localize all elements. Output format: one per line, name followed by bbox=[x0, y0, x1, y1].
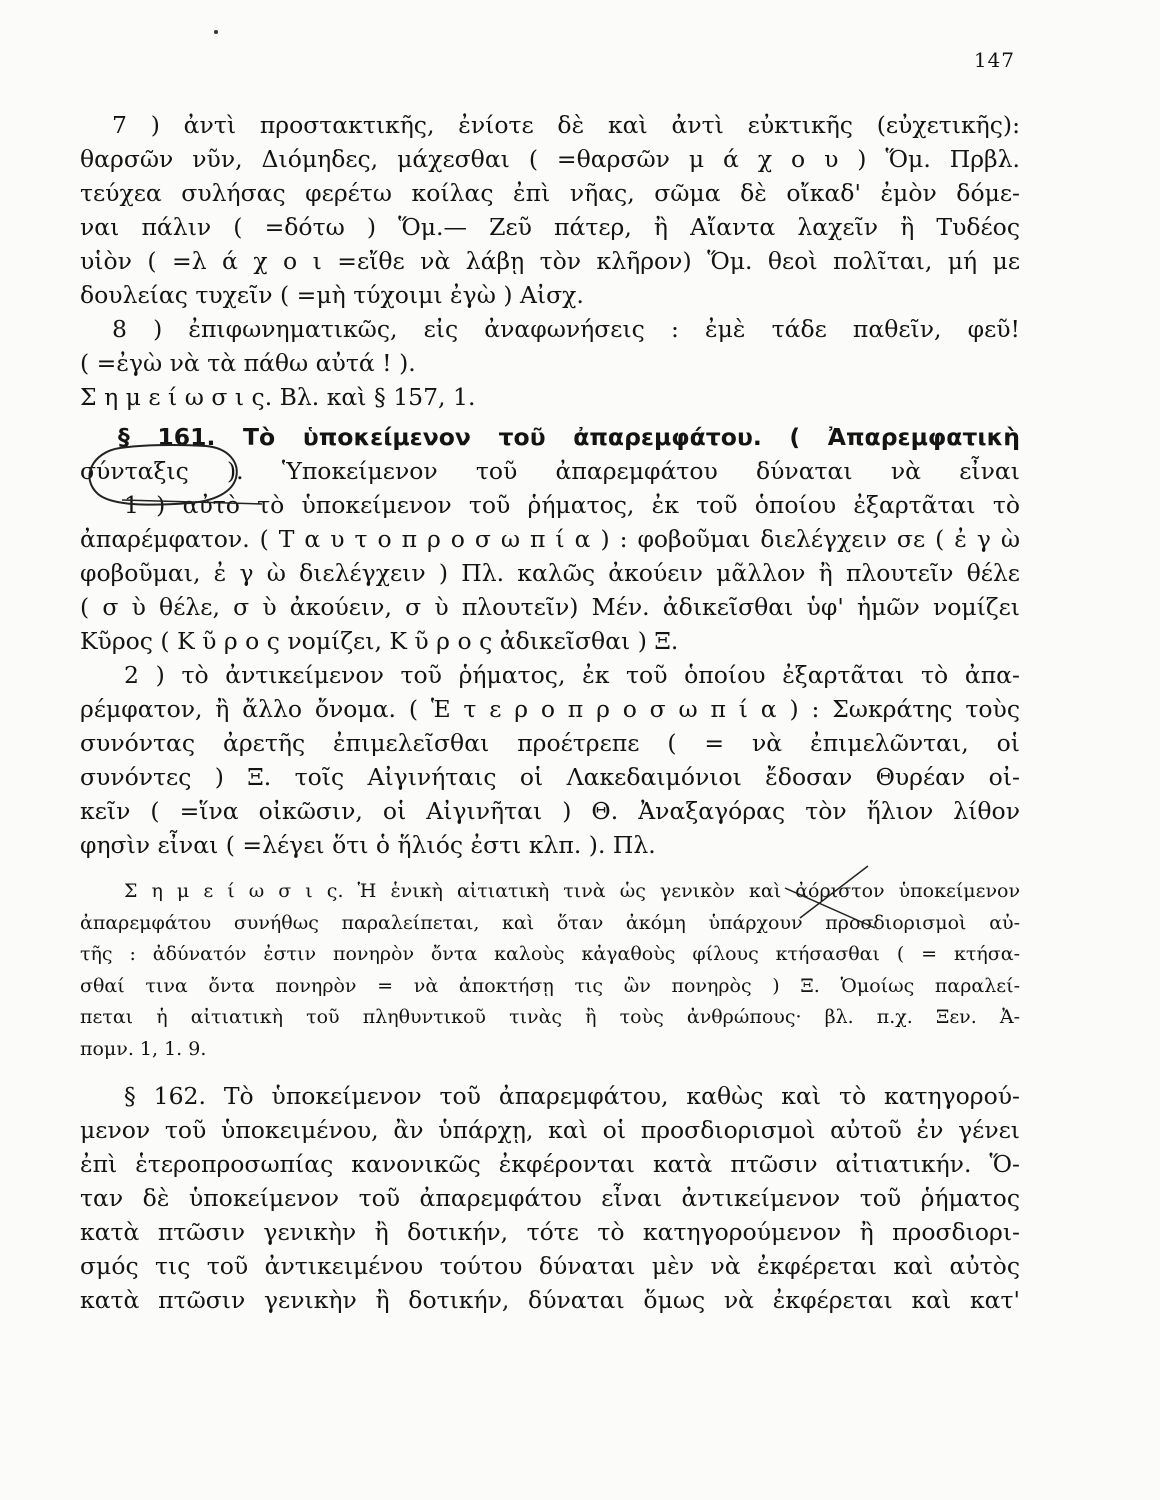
text-line: σύνταξις ). Ὑποκείμενον τοῦ ἀπαρεμφάτου δύναται νὰ εἶναι bbox=[80, 457, 1020, 485]
text-line: ( σ ὺ θέλε, σ ὺ ἀκούειν, σ ὺ πλουτεῖν) Μέν. ἀδικεῖσθαι ὑφ' ἡμῶν νομίζει bbox=[80, 593, 1020, 621]
text-line: φοβοῦμαι, ἐ γ ὼ διελέγχειν ) Πλ. καλῶς ἀκούειν μᾶλλον ἢ πλουτεῖν θέλε bbox=[80, 559, 1020, 587]
text-line: 8 ) ἐπιφωνηματικῶς, εἰς ἀναφωνήσεις : ἐμὲ τάδε παθεῖν, φεῦ! bbox=[112, 315, 1020, 343]
text-line: ( =ἐγὼ νὰ τὰ πάθω αὐτά ! ). bbox=[80, 349, 416, 377]
stray-dot bbox=[214, 30, 218, 34]
text-line: θαρσῶν νῦν, Διόμηδες, μάχεσθαι ( =θαρσῶν μ ά χ ο υ ) Ὅμ. Πρβλ. bbox=[80, 145, 1020, 173]
section-161-heading: § 161. Τὸ ὑποκείμενον τοῦ ἀπαρεμφάτου. ( Ἀπαρεμφατικὴ bbox=[118, 423, 1020, 451]
text-line: 7 ) ἀντὶ προστακτικῆς, ἐνίοτε δὲ καὶ ἀντὶ εὐκτικῆς (εὐχετικῆς): bbox=[112, 111, 1020, 139]
note-line: πομν. 1, 1. 9. bbox=[80, 1037, 207, 1060]
text-line: υἱὸν ( =λ ά χ ο ι =εἴθε νὰ λάβῃ τὸν κλῆρον) Ὅμ. θεοὶ πολῖται, μή με bbox=[80, 247, 1020, 275]
text-line: φησὶν εἶναι ( =λέγει ὅτι ὁ ἥλιός ἐστι κλπ. ). Πλ. bbox=[80, 831, 656, 859]
page-body bbox=[80, 108, 1020, 1317]
text-line: κατὰ πτῶσιν γενικὴν ἢ δοτικήν, τότε τὸ κατηγορούμενον ἢ προσδιορι- bbox=[80, 1218, 1020, 1246]
text-line: κατὰ πτῶσιν γενικὴν ἢ δοτικήν, δύναται ὅμως νὰ ἐκφέρεται καὶ κατ' bbox=[80, 1286, 1020, 1314]
note-line: πεται ἡ αἰτιατικὴ τοῦ πληθυντικοῦ τινὰς ἢ τοὺς ἀνθρώπους· βλ. π.χ. Ξεν. Ἀ- bbox=[80, 1006, 1020, 1028]
text-line: Κῦρος ( Κ ῦ ρ ο ς νομίζει, Κ ῦ ρ ο ς ἀδικεῖσθαι ) Ξ. bbox=[80, 627, 679, 655]
text-line: συνόντας ἀρετῆς ἐπιμελεῖσθαι προέτρεπε ( = νὰ ἐπιμελῶνται, οἱ bbox=[80, 729, 1020, 757]
text-line: 1 ) αὐτὸ τὸ ὑποκείμενον τοῦ ῥήματος, ἐκ τοῦ ὁποίου ἐξαρτᾶται τὸ bbox=[124, 491, 1020, 519]
note-line: σθαί τινα ὄντα πονηρὸν = νὰ ἀποκτήσῃ τις ὢν πονηρὸς ) Ξ. Ὁμοίως παραλεί- bbox=[80, 974, 1020, 997]
note-line: ἀπαρεμφάτου συνήθως παραλείπεται, καὶ ὅταν ἀκόμη ὑπάρχουν προσδιορισμοὶ αὐ- bbox=[80, 911, 1020, 934]
text-line: δουλείας τυχεῖν ( =μὴ τύχοιμι ἐγὼ ) Αἰσχ. bbox=[80, 281, 584, 309]
text-line: σμός τις τοῦ ἀντικειμένου τούτου δύναται μὲν νὰ ἐκφέρεται καὶ αὐτὸς bbox=[80, 1252, 1020, 1280]
page-number: 147 bbox=[973, 48, 1015, 72]
text-line: τεύχεα συλήσας φερέτω κοίλας ἐπὶ νῆας, σῶμα δὲ οἴκαδ' ἐμὸν δόμε- bbox=[80, 179, 1020, 207]
section-162-heading: § 162. Τὸ ὑποκείμενον τοῦ ἀπαρεμφάτου, καθὼς καὶ τὸ κατηγορού- bbox=[124, 1082, 1020, 1110]
text-line: ταν δὲ ὑποκείμενον τοῦ ἀπαρεμφάτου εἶναι ἀντικείμενον τοῦ ῥήματος bbox=[80, 1184, 1020, 1212]
text-line: συνόντες ) Ξ. τοῖς Αἰγινήταις οἱ Λακεδαιμόνιοι ἔδοσαν Θυρέαν οἰ- bbox=[80, 763, 1020, 791]
text-line: κεῖν ( =ἵνα οἰκῶσιν, οἱ Αἰγινῆται ) Θ. Ἀναξαγόρας τὸν ἥλιον λίθον bbox=[80, 797, 1020, 825]
text-line: ἀπαρέμφατον. ( Τ α υ τ ο π ρ ο σ ω π ί α ) : φοβοῦμαι διελέγχειν σε ( ἐ γ ὼ bbox=[80, 525, 1020, 553]
text-line: ναι πάλιν ( =δότω ) Ὅμ.— Ζεῦ πάτερ, ἢ Αἴαντα λαχεῖν ἢ Τυδέος bbox=[80, 213, 1020, 241]
note-line: Σ η μ ε ί ω σ ι ς. Βλ. καὶ § 157, 1. bbox=[80, 383, 476, 411]
note-line: τῆς : ἀδύνατόν ἐστιν πονηρὸν ὄντα καλοὺς κἀγαθοὺς φίλους κτήσασθαι ( = κτήσα- bbox=[80, 943, 1020, 965]
text-line: ρέμφατον, ἢ ἄλλο ὄνομα. ( Ἑ τ ε ρ ο π ρ ο σ ω π ί α ) : Σωκράτης τοὺς bbox=[80, 695, 1020, 723]
text-line: ἐπὶ ἑτεροπροσωπίας κανονικῶς ἐκφέρονται κατὰ πτῶσιν αἰτιατικήν. Ὅ- bbox=[80, 1150, 1020, 1178]
note-line: Σ η μ ε ί ω σ ι ς. Ἡ ἑνικὴ αἰτιατικὴ τινὰ ὡς γενικὸν καὶ ἀόριστον ὑποκείμενον bbox=[124, 880, 1020, 902]
text-line: μενον τοῦ ὑποκειμένου, ἂν ὑπάρχῃ, καὶ οἱ προσδιορισμοὶ αὐτοῦ ἐν γένει bbox=[80, 1116, 1020, 1144]
text-line: 2 ) τὸ ἀντικείμενον τοῦ ῥήματος, ἐκ τοῦ ὁποίου ἐξαρτᾶται τὸ ἀπα- bbox=[124, 661, 1020, 689]
